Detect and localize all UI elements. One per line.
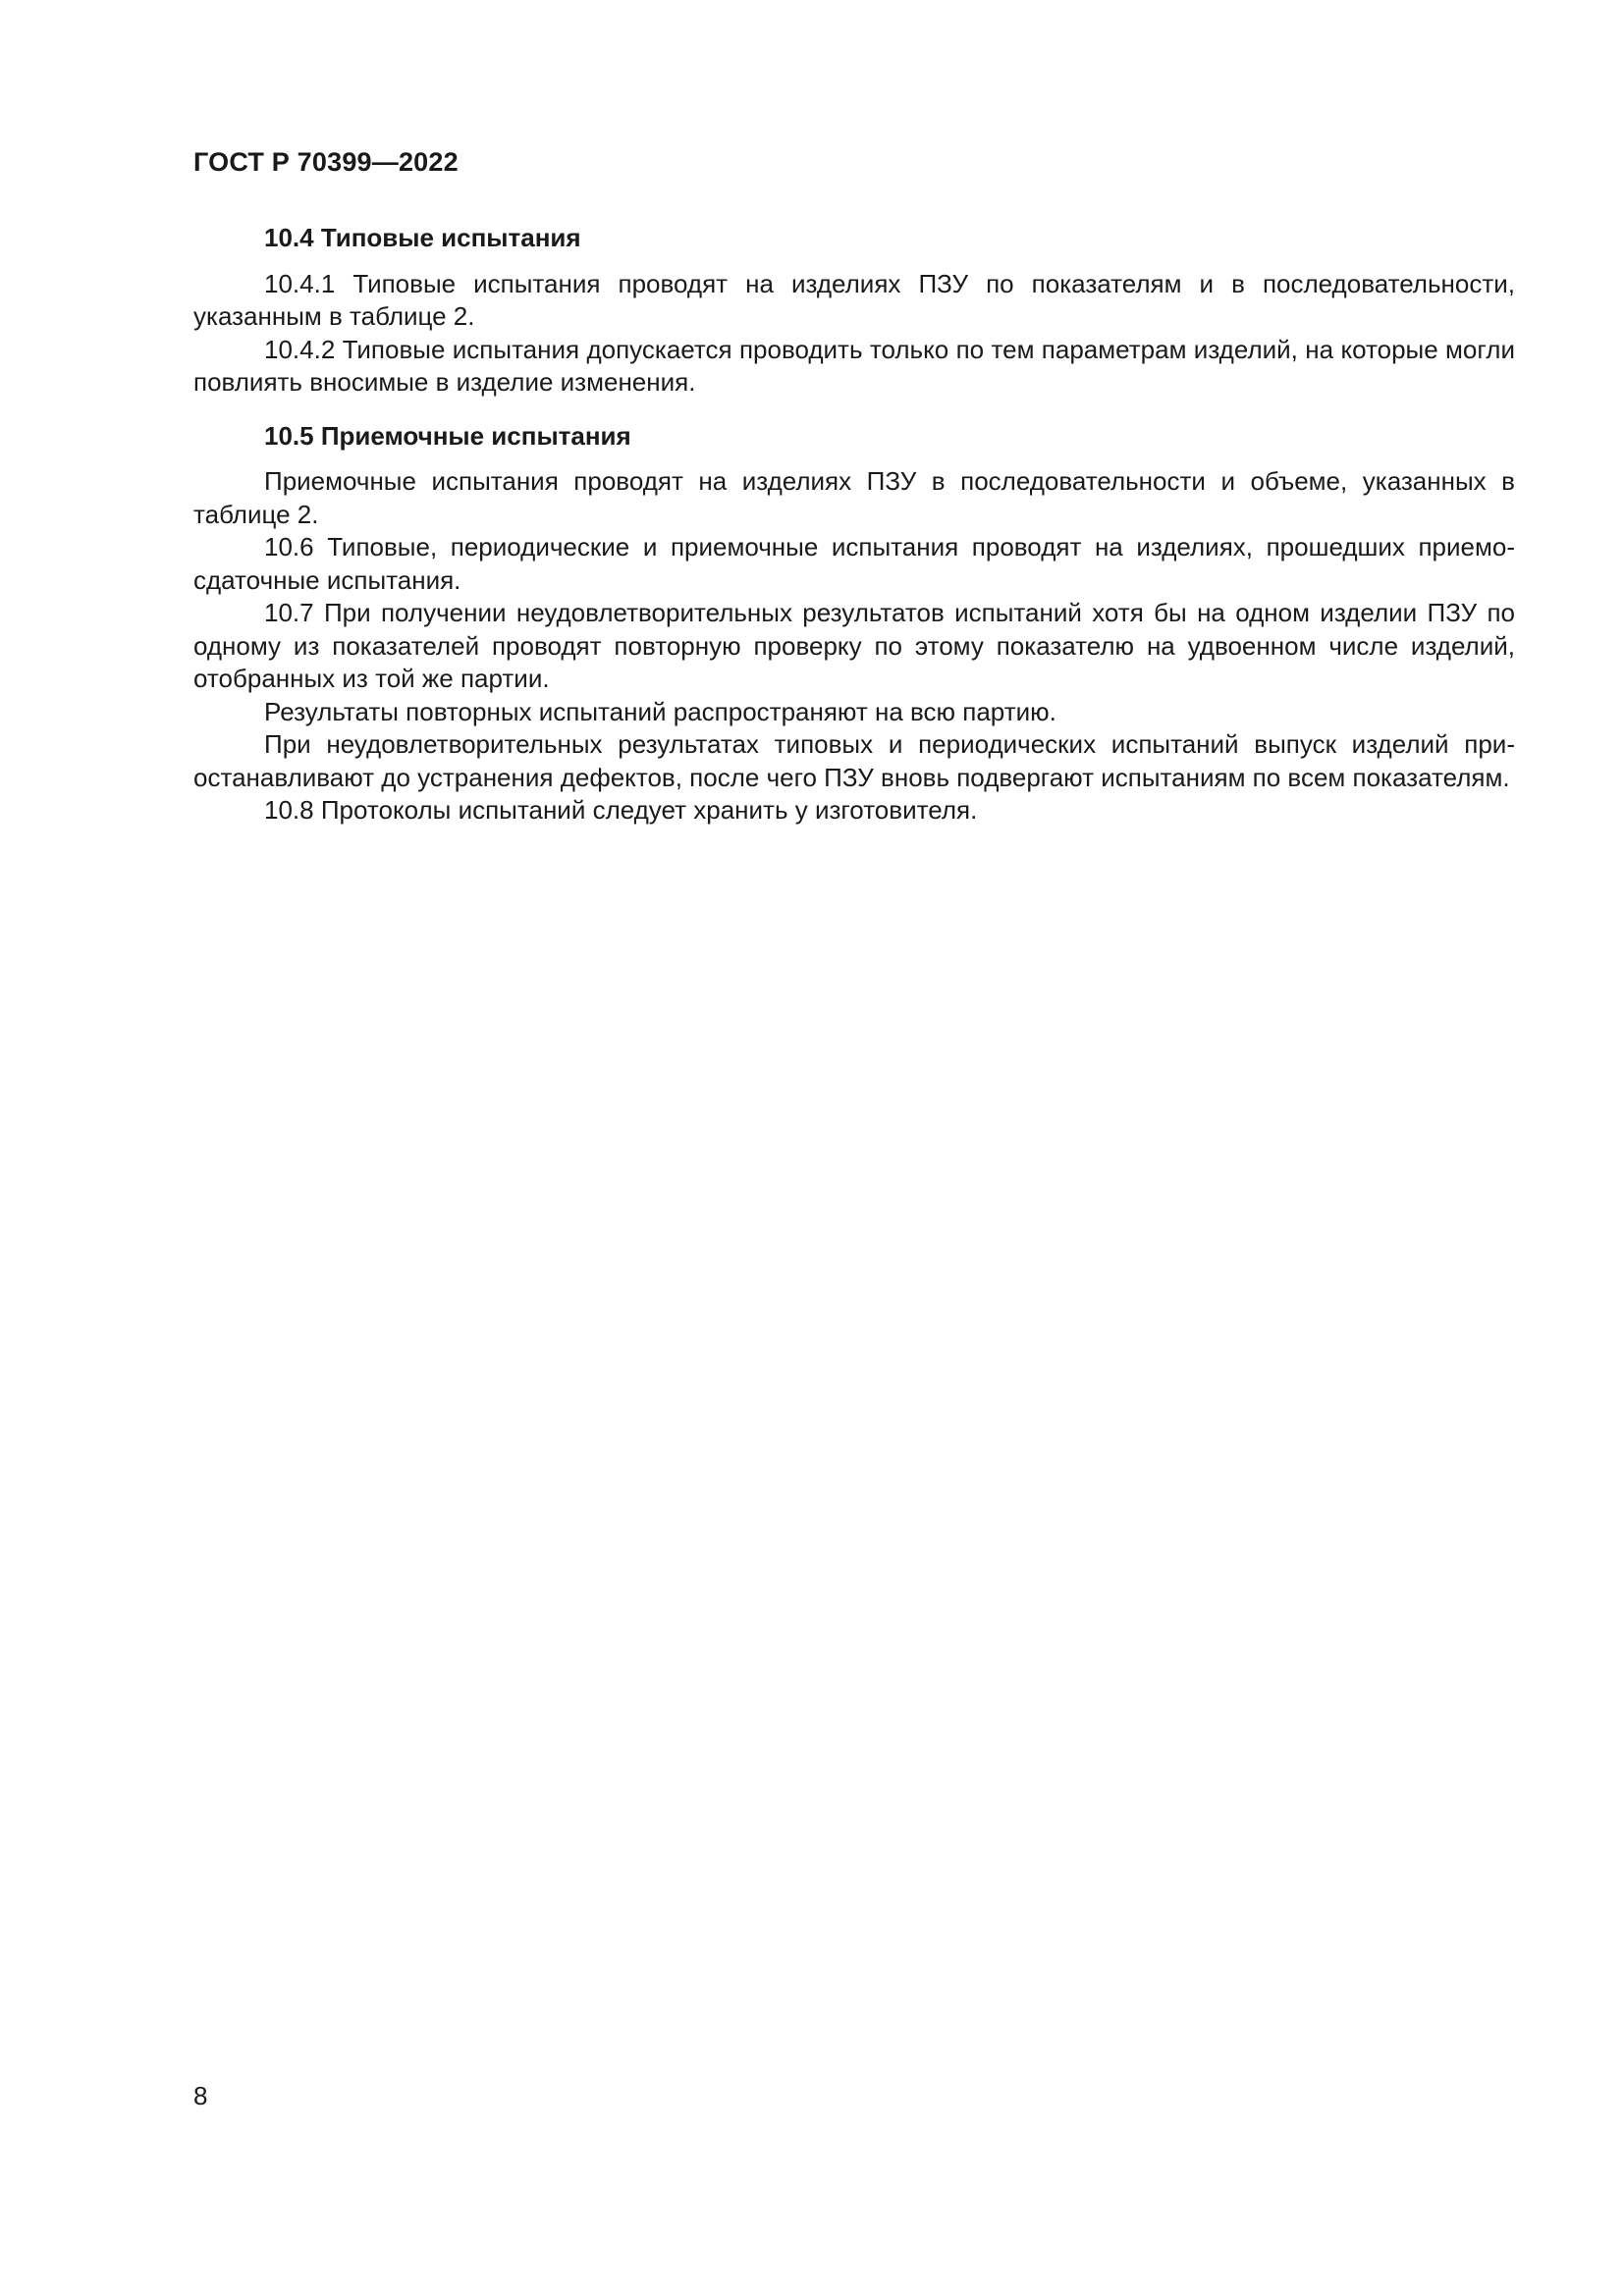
document-header-id: ГОСТ Р 70399—2022 <box>193 147 459 177</box>
section-heading-10-4: 10.4 Типовые испытания <box>264 223 581 252</box>
paragraph-10-4-2: 10.4.2 Типовые испытания допускается проводить только по тем параметрам изделий, на которые могли повлиять вносимые в изделие изменения. <box>193 334 1515 397</box>
paragraph-10-4-1: 10.4.1 Типовые испытания проводят на изделиях ПЗУ по показателям и в последовательности, указанным в таблице 2. <box>193 268 1515 331</box>
paragraph-10-5: Приемочные испытания проводят на изделиях ПЗУ в последовательности и объеме, указанных в таблице 2. <box>193 466 1515 529</box>
paragraph-unsatisfactory-results: При неудовлетворительных результатах типовых и периодических испытаний выпуск изделий приостанавливают до устранения дефектов, после чего ПЗУ вновь подвергают испытаниям по всем показателям. <box>193 729 1515 792</box>
paragraph-10-6: 10.6 Типовые, периодические и приемочные испытания проводят на изделиях, прошедших приемо-сдаточные испытания. <box>193 532 1515 595</box>
document-body <box>193 222 1515 828</box>
paragraph-repeat-results: Результаты повторных испытаний распространяют на всю партию. <box>264 696 1056 726</box>
paragraph-10-8: 10.8 Протоколы испытаний следует хранить у изготовителя. <box>264 795 978 825</box>
paragraph-10-7: 10.7 При получении неудовлетворительных результатов испытаний хотя бы на одном изделии ПЗУ по одному из показателей проводят повторную проверку по этому показателю на удвоенном числе изделий, отобранных из той же партии. <box>193 598 1515 693</box>
section-heading-10-5: 10.5 Приемочные испытания <box>264 420 631 451</box>
page-number: 8 <box>193 2081 208 2110</box>
